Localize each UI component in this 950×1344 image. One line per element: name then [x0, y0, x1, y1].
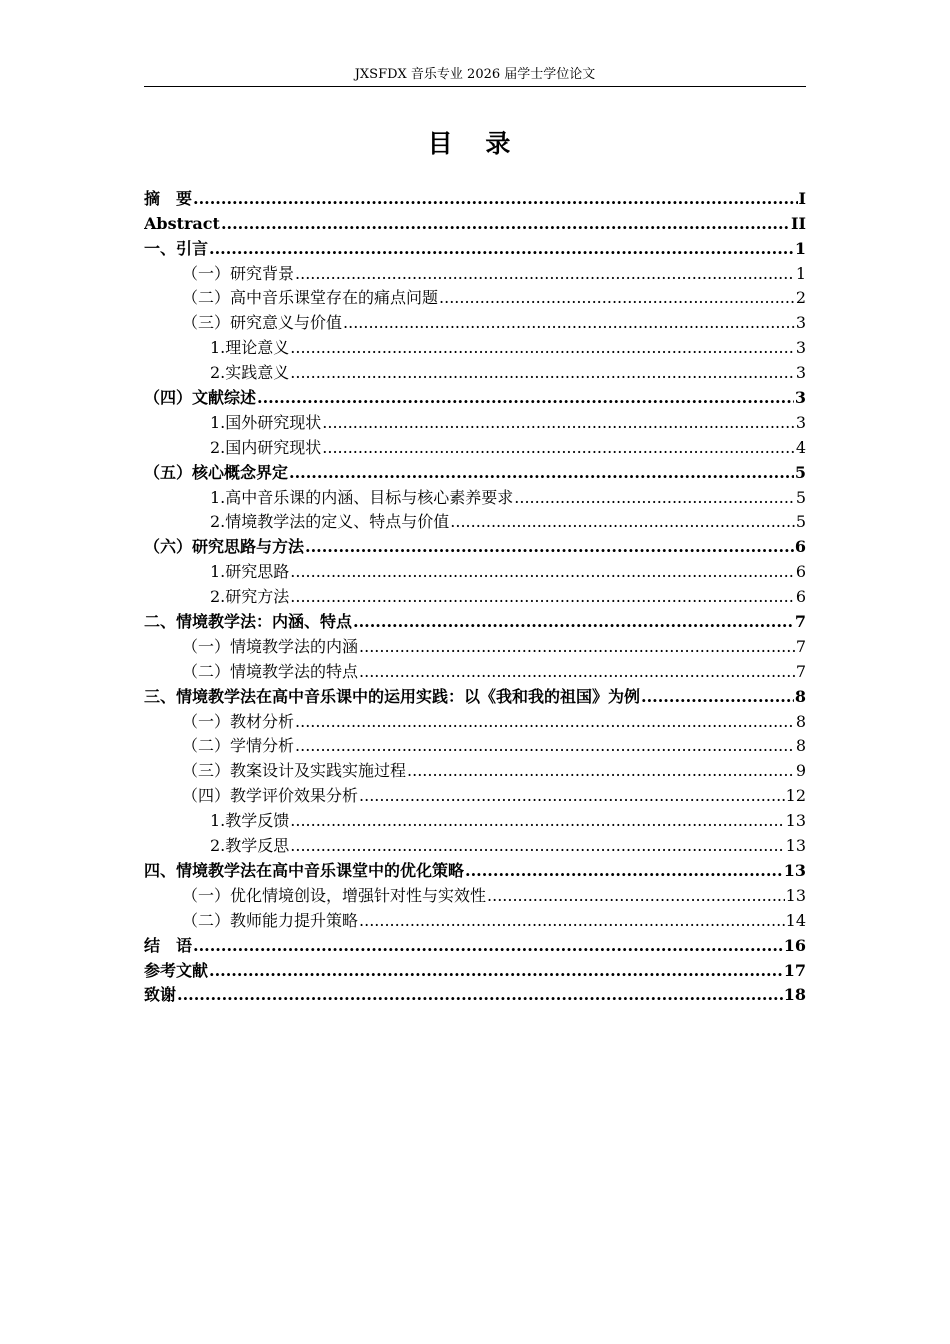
toc-dot-leader: [353, 612, 794, 632]
toc-entry-label: Abstract: [144, 213, 220, 233]
toc-entry[interactable]: [144, 931, 806, 956]
toc-entry-label: （五）核心概念界定: [144, 462, 289, 482]
toc-dot-leader: [359, 662, 795, 682]
toc-dot-leader: [322, 438, 795, 458]
toc-dot-leader: [177, 985, 783, 1005]
toc-entry-page-number: 13: [785, 811, 806, 831]
toc-entry-label: 结 语: [144, 935, 193, 955]
toc-dot-leader: [514, 488, 795, 508]
toc-entry[interactable]: [144, 607, 806, 632]
toc-entry-label: （二）情境教学法的特点: [182, 661, 359, 681]
toc-entry-label: （一）优化情境创设，增强针对性与实效性: [182, 885, 487, 905]
toc-entry-label: 2.国内研究现状: [210, 437, 322, 457]
toc-dot-leader: [359, 786, 785, 806]
toc-entry-page-number: 18: [783, 985, 806, 1005]
toc-entry-page-number: 13: [785, 836, 806, 856]
toc-entry[interactable]: [144, 532, 806, 557]
toc-entry-page-number: 9: [795, 761, 806, 781]
toc-entry[interactable]: [144, 408, 806, 433]
toc-entry-label: 1.理论意义: [210, 338, 290, 358]
toc-entry[interactable]: [144, 582, 806, 607]
toc-dot-leader: [450, 512, 795, 532]
toc-entry-label: 摘 要: [144, 188, 193, 208]
toc-entry-label: 1.国外研究现状: [210, 412, 322, 432]
toc-dot-leader: [290, 363, 795, 383]
toc-entry-page-number: 5: [795, 487, 806, 507]
toc-dot-leader: [290, 811, 784, 831]
toc-dot-leader: [290, 587, 795, 607]
toc-entry-page-number: 1: [795, 263, 806, 283]
toc-title: 目 录: [427, 129, 523, 158]
toc-entry[interactable]: [144, 956, 806, 981]
toc-entry[interactable]: [144, 209, 806, 234]
toc-entry-page-number: 6: [794, 537, 806, 557]
toc-dot-leader: [487, 886, 785, 906]
toc-entry-label: （四）文献综述: [144, 388, 257, 408]
toc-dot-leader: [257, 388, 794, 408]
toc-dot-leader: [439, 288, 795, 308]
toc-entry-page-number: 6: [795, 562, 806, 582]
toc-entry[interactable]: [144, 806, 806, 831]
toc-entry[interactable]: [144, 781, 806, 806]
toc-entry-page-number: 7: [795, 661, 806, 681]
toc-dot-leader: [290, 562, 795, 582]
toc-entry-page-number: 3: [795, 363, 806, 383]
toc-entry-label: 2.研究方法: [210, 587, 290, 607]
toc-entry-label: 2.实践意义: [210, 363, 290, 383]
toc-dot-leader: [295, 712, 795, 732]
toc-dot-leader: [359, 911, 785, 931]
toc-entry[interactable]: [144, 458, 806, 483]
toc-dot-leader: [407, 761, 795, 781]
toc-dot-leader: [193, 189, 798, 209]
toc-entry-label: （六）研究思路与方法: [144, 537, 305, 557]
toc-dot-leader: [295, 736, 795, 756]
toc-entry-page-number: 4: [795, 437, 806, 457]
toc-entry-label: 1.教学反馈: [210, 811, 290, 831]
toc-entry-page-number: 13: [785, 885, 806, 905]
toc-entry-page-number: 5: [794, 462, 806, 482]
page-header: JXSFDX 音乐专业 2026 届学士学位论文: [354, 67, 596, 82]
toc-entry-page-number: II: [791, 213, 806, 233]
toc-entry-page-number: 3: [794, 388, 806, 408]
toc-dot-leader: [193, 936, 783, 956]
toc-entry-page-number: 3: [795, 313, 806, 333]
toc-entry-label: 1.研究思路: [210, 562, 290, 582]
toc-dot-leader: [465, 861, 783, 881]
toc-entry-page-number: 5: [795, 512, 806, 532]
toc-dot-leader: [359, 637, 795, 657]
toc-entry-page-number: I: [798, 188, 806, 208]
toc-entry-label: 三、情境教学法在高中音乐课中的运用实践：以《我和我的祖国》为例: [144, 686, 641, 706]
toc-entry-page-number: 8: [795, 711, 806, 731]
toc-entry-page-number: 12: [785, 786, 806, 806]
toc-entry-label: （三）教案设计及实践实施过程: [182, 761, 407, 781]
header-rule: [144, 86, 806, 87]
toc-entry-page-number: 14: [785, 910, 806, 930]
toc-entry-page-number: 1: [794, 238, 806, 258]
toc-entry-label: （二）高中音乐课堂存在的痛点问题: [182, 288, 439, 308]
toc-entry[interactable]: [144, 383, 806, 408]
toc-entry-label: 二、情境教学法：内涵、特点: [144, 612, 353, 632]
toc-dot-leader: [289, 463, 794, 483]
toc-entry[interactable]: [144, 657, 806, 682]
toc-dot-leader: [295, 264, 795, 284]
toc-entry[interactable]: [144, 856, 806, 881]
toc-entry[interactable]: [144, 308, 806, 333]
toc-entry[interactable]: [144, 433, 806, 458]
toc-entry[interactable]: [144, 259, 806, 284]
toc-dot-leader: [221, 214, 790, 234]
toc-entry-label: （三）研究意义与价值: [182, 313, 343, 333]
toc-entry-page-number: 6: [795, 587, 806, 607]
toc-entry-page-number: 7: [795, 636, 806, 656]
toc-entry-page-number: 13: [783, 860, 806, 880]
toc-entry-label: 1.高中音乐课的内涵、目标与核心素养要求: [210, 487, 514, 507]
toc-entry[interactable]: [144, 732, 806, 757]
toc-entry-page-number: 16: [783, 935, 806, 955]
toc-entry-label: 2.教学反思: [210, 836, 290, 856]
toc-entry-label: 致谢: [144, 985, 177, 1005]
toc-dot-leader: [209, 239, 794, 259]
toc-entry-label: 一、引言: [144, 238, 209, 258]
toc-entry[interactable]: [144, 557, 806, 582]
toc-entry-label: 参考文献: [144, 960, 209, 980]
toc-entry-label: 2.情境教学法的定义、特点与价值: [210, 512, 450, 532]
toc-entry[interactable]: [144, 831, 806, 856]
toc-entry[interactable]: [144, 756, 806, 781]
toc-entry-label: （一）研究背景: [182, 263, 295, 283]
toc-dot-leader: [322, 413, 795, 433]
toc-entry[interactable]: [144, 881, 806, 906]
toc-entry-page-number: 8: [795, 736, 806, 756]
toc-entry[interactable]: [144, 284, 806, 309]
toc-entry-label: （一）教材分析: [182, 711, 295, 731]
toc-entry-label: （一）情境教学法的内涵: [182, 636, 359, 656]
table-of-contents: [144, 184, 806, 1005]
toc-entry[interactable]: [144, 483, 806, 508]
toc-dot-leader: [343, 313, 795, 333]
toc-entry-label: （二）教师能力提升策略: [182, 910, 359, 930]
toc-entry-page-number: 7: [794, 612, 806, 632]
toc-entry[interactable]: [144, 234, 806, 259]
toc-entry-page-number: 2: [795, 288, 806, 308]
toc-entry[interactable]: [144, 906, 806, 931]
toc-dot-leader: [209, 961, 783, 981]
toc-dot-leader: [305, 537, 794, 557]
toc-dot-leader: [290, 836, 784, 856]
toc-entry-label: （四）教学评价效果分析: [182, 786, 359, 806]
toc-entry-page-number: 8: [794, 686, 806, 706]
toc-entry[interactable]: [144, 184, 806, 209]
toc-entry-page-number: 17: [783, 960, 806, 980]
toc-entry-page-number: 3: [795, 338, 806, 358]
toc-entry[interactable]: [144, 682, 806, 707]
toc-entry[interactable]: [144, 707, 806, 732]
toc-entry[interactable]: [144, 632, 806, 657]
toc-entry-label: （二）学情分析: [182, 736, 295, 756]
toc-entry[interactable]: [144, 333, 806, 358]
toc-dot-leader: [641, 687, 794, 707]
toc-entry-label: 四、情境教学法在高中音乐课堂中的优化策略: [144, 860, 465, 880]
toc-entry[interactable]: [144, 981, 806, 1006]
toc-entry[interactable]: [144, 508, 806, 533]
toc-entry[interactable]: [144, 358, 806, 383]
toc-entry-page-number: 3: [795, 412, 806, 432]
toc-dot-leader: [290, 338, 795, 358]
